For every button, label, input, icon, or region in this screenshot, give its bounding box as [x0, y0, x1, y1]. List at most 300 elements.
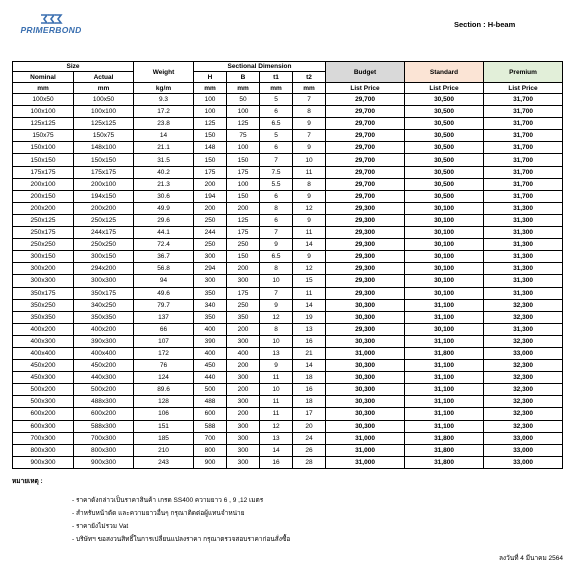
- actual-cell: 900x300: [74, 456, 134, 468]
- t2-cell: 12: [293, 263, 326, 275]
- premium-price-cell: 31,300: [484, 227, 563, 239]
- weight-cell: 72.4: [134, 239, 194, 251]
- weight-cell: 29.6: [134, 214, 194, 226]
- standard-price-cell: 30,100: [405, 287, 484, 299]
- premium-price-cell: 31,700: [484, 178, 563, 190]
- t2-cell: 18: [293, 396, 326, 408]
- budget-price-cell: 29,300: [326, 214, 405, 226]
- budget-header: Budget: [326, 62, 405, 83]
- t2-cell: 18: [293, 372, 326, 384]
- table-row: [13, 202, 563, 214]
- actual-cell: 150x150: [74, 154, 134, 166]
- h-cell: 488: [194, 396, 227, 408]
- nominal-cell: 400x200: [13, 323, 74, 335]
- t2-cell: 10: [293, 154, 326, 166]
- t2-cell: 13: [293, 323, 326, 335]
- b-cell: 300: [227, 396, 260, 408]
- table-row: [13, 360, 563, 372]
- t1-cell: 13: [260, 432, 293, 444]
- actual-cell: 350x350: [74, 311, 134, 323]
- premium-price-cell: 32,300: [484, 420, 563, 432]
- standard-price-cell: 30,500: [405, 190, 484, 202]
- weight-cell: 128: [134, 396, 194, 408]
- nominal-cell: 300x300: [13, 275, 74, 287]
- weight-cell: 21.3: [134, 178, 194, 190]
- t2-cell: 11: [293, 287, 326, 299]
- table-row: [13, 190, 563, 202]
- standard-price-cell: 31,100: [405, 360, 484, 372]
- b-cell: 300: [227, 335, 260, 347]
- actual-cell: 100x50: [74, 94, 134, 106]
- table-row: [13, 372, 563, 384]
- t2-header: t2: [293, 72, 326, 83]
- nominal-cell: 175x175: [13, 166, 74, 178]
- standard-price-cell: 31,100: [405, 372, 484, 384]
- h-cell: 200: [194, 202, 227, 214]
- premium-price-cell: 31,300: [484, 202, 563, 214]
- weight-cell: 40.2: [134, 166, 194, 178]
- t2-cell: 12: [293, 202, 326, 214]
- standard-price-cell: 30,100: [405, 323, 484, 335]
- t2-cell: 17: [293, 408, 326, 420]
- weight-cell: 23.8: [134, 118, 194, 130]
- budget-price-cell: 30,300: [326, 408, 405, 420]
- weight-cell: 44.1: [134, 227, 194, 239]
- budget-price-cell: 29,300: [326, 275, 405, 287]
- b-cell: 100: [227, 178, 260, 190]
- t2-cell: 16: [293, 335, 326, 347]
- t1-cell: 11: [260, 408, 293, 420]
- table-row: [13, 118, 563, 130]
- premium-price-cell: 33,000: [484, 444, 563, 456]
- b-cell: 300: [227, 275, 260, 287]
- nominal-cell: 600x300: [13, 420, 74, 432]
- actual-cell: 500x200: [74, 384, 134, 396]
- notes-section: [12, 476, 290, 546]
- h-cell: 700: [194, 432, 227, 444]
- t1-cell: 10: [260, 384, 293, 396]
- table-row: [13, 106, 563, 118]
- table-row: [13, 384, 563, 396]
- t2-cell: 21: [293, 347, 326, 359]
- table-row: [13, 456, 563, 468]
- standard-price-cell: 31,800: [405, 456, 484, 468]
- budget-price-cell: 29,700: [326, 106, 405, 118]
- actual-header: Actual: [74, 72, 134, 83]
- premium-price-cell: 32,300: [484, 408, 563, 420]
- actual-cell: 250x125: [74, 214, 134, 226]
- actual-cell: 600x200: [74, 408, 134, 420]
- note-item: - บริษัทฯ ขอสงวนสิทธิ์ในการเปลี่ยนแปลงราคา กรุณาตรวจสอบราคาก่อนสั่งซื้อ: [72, 536, 291, 543]
- t2-cell: 7: [293, 130, 326, 142]
- actual-cell: 340x250: [74, 299, 134, 311]
- weight-header: Weight: [134, 62, 194, 83]
- b-cell: 400: [227, 347, 260, 359]
- premium-price-cell: 32,300: [484, 299, 563, 311]
- nominal-cell: 250x250: [13, 239, 74, 251]
- b-cell: 300: [227, 372, 260, 384]
- h-cell: 100: [194, 106, 227, 118]
- nominal-cell: 300x150: [13, 251, 74, 263]
- table-row: [13, 347, 563, 359]
- standard-price-cell: 30,100: [405, 263, 484, 275]
- t2-cell: 9: [293, 142, 326, 154]
- sectional-dimension-header: Sectional Dimension: [194, 62, 326, 72]
- t2-cell: 19: [293, 311, 326, 323]
- premium-price-cell: 32,300: [484, 372, 563, 384]
- h-cell: 390: [194, 335, 227, 347]
- t2-cell: 11: [293, 227, 326, 239]
- b-cell: 300: [227, 420, 260, 432]
- premium-price-cell: 31,700: [484, 154, 563, 166]
- t2-cell: 14: [293, 239, 326, 251]
- price-table: [12, 61, 563, 469]
- premium-price-cell: 31,300: [484, 239, 563, 251]
- table-row: [13, 432, 563, 444]
- table-row: [13, 323, 563, 335]
- h-cell: 340: [194, 299, 227, 311]
- standard-price-cell: 31,800: [405, 432, 484, 444]
- t2-cell: 15: [293, 275, 326, 287]
- premium-price-cell: 31,300: [484, 323, 563, 335]
- premium-price-cell: 32,300: [484, 311, 563, 323]
- b-cell: 175: [227, 287, 260, 299]
- standard-price-cell: 30,100: [405, 275, 484, 287]
- notes-title: หมายเหตุ :: [12, 478, 43, 485]
- actual-cell: 488x300: [74, 396, 134, 408]
- nominal-cell: 900x300: [13, 456, 74, 468]
- actual-cell: 250x250: [74, 239, 134, 251]
- b-cell: 150: [227, 251, 260, 263]
- table-row: [13, 142, 563, 154]
- unit-t2: mm: [293, 83, 326, 94]
- h-cell: 200: [194, 178, 227, 190]
- standard-price-cell: 30,100: [405, 239, 484, 251]
- budget-price-cell: 29,300: [326, 239, 405, 251]
- b-cell: 200: [227, 384, 260, 396]
- weight-cell: 17.2: [134, 106, 194, 118]
- t2-cell: 26: [293, 444, 326, 456]
- h-cell: 150: [194, 130, 227, 142]
- budget-price-cell: 29,700: [326, 178, 405, 190]
- nominal-cell: 150x100: [13, 142, 74, 154]
- h-cell: 148: [194, 142, 227, 154]
- table-row: [13, 263, 563, 275]
- actual-cell: 300x300: [74, 275, 134, 287]
- budget-price-cell: 29,300: [326, 251, 405, 263]
- t1-cell: 5: [260, 130, 293, 142]
- actual-cell: 400x200: [74, 323, 134, 335]
- premium-price-cell: 31,300: [484, 214, 563, 226]
- weight-cell: 30.6: [134, 190, 194, 202]
- table-row: [13, 275, 563, 287]
- b-cell: 250: [227, 299, 260, 311]
- standard-price-cell: 31,100: [405, 335, 484, 347]
- unit-standard: List Price: [405, 83, 484, 94]
- table-row: [13, 444, 563, 456]
- unit-nominal: mm: [13, 83, 74, 94]
- h-cell: 600: [194, 408, 227, 420]
- budget-price-cell: 29,700: [326, 118, 405, 130]
- notes-list: [72, 494, 290, 546]
- budget-price-cell: 30,300: [326, 396, 405, 408]
- b-cell: 150: [227, 190, 260, 202]
- b-cell: 250: [227, 239, 260, 251]
- premium-price-cell: 31,700: [484, 118, 563, 130]
- standard-price-cell: 30,500: [405, 118, 484, 130]
- t2-cell: 14: [293, 299, 326, 311]
- t1-header: t1: [260, 72, 293, 83]
- h-cell: 250: [194, 214, 227, 226]
- table-row: [13, 396, 563, 408]
- budget-price-cell: 30,300: [326, 420, 405, 432]
- h-cell: 150: [194, 154, 227, 166]
- nominal-cell: 600x200: [13, 408, 74, 420]
- weight-cell: 94: [134, 275, 194, 287]
- t1-cell: 5: [260, 94, 293, 106]
- budget-price-cell: 29,700: [326, 190, 405, 202]
- h-cell: 250: [194, 239, 227, 251]
- nominal-cell: 450x300: [13, 372, 74, 384]
- t2-cell: 14: [293, 360, 326, 372]
- weight-cell: 36.7: [134, 251, 194, 263]
- budget-price-cell: 30,300: [326, 335, 405, 347]
- weight-cell: 137: [134, 311, 194, 323]
- weight-cell: 124: [134, 372, 194, 384]
- budget-price-cell: 31,000: [326, 444, 405, 456]
- nominal-cell: 450x200: [13, 360, 74, 372]
- budget-price-cell: 29,300: [326, 263, 405, 275]
- unit-weight: kg/m: [134, 83, 194, 94]
- nominal-cell: 200x150: [13, 190, 74, 202]
- t1-cell: 7: [260, 154, 293, 166]
- weight-cell: 79.7: [134, 299, 194, 311]
- table-row: [13, 311, 563, 323]
- table-row: [13, 166, 563, 178]
- standard-price-cell: 31,800: [405, 347, 484, 359]
- t1-cell: 11: [260, 396, 293, 408]
- effective-date: ลงวันที่ 4 มีนาคม 2564: [498, 555, 563, 562]
- t1-cell: 6: [260, 142, 293, 154]
- weight-cell: 76: [134, 360, 194, 372]
- table-row: [13, 239, 563, 251]
- actual-cell: 200x200: [74, 202, 134, 214]
- t1-cell: 10: [260, 335, 293, 347]
- h-header: H: [194, 72, 227, 83]
- t1-cell: 7.5: [260, 166, 293, 178]
- table-row: [13, 299, 563, 311]
- h-cell: 100: [194, 94, 227, 106]
- standard-price-cell: 30,500: [405, 166, 484, 178]
- h-cell: 400: [194, 347, 227, 359]
- premium-price-cell: 33,000: [484, 456, 563, 468]
- budget-price-cell: 31,000: [326, 456, 405, 468]
- actual-cell: 350x175: [74, 287, 134, 299]
- budget-price-cell: 30,300: [326, 311, 405, 323]
- table-row: [13, 178, 563, 190]
- actual-cell: 148x100: [74, 142, 134, 154]
- t2-cell: 9: [293, 251, 326, 263]
- budget-price-cell: 29,700: [326, 154, 405, 166]
- actual-cell: 450x200: [74, 360, 134, 372]
- weight-cell: 89.6: [134, 384, 194, 396]
- b-cell: 200: [227, 202, 260, 214]
- standard-price-cell: 31,100: [405, 420, 484, 432]
- table-row: [13, 420, 563, 432]
- budget-price-cell: 29,300: [326, 287, 405, 299]
- weight-cell: 21.1: [134, 142, 194, 154]
- b-cell: 125: [227, 118, 260, 130]
- unit-budget: List Price: [326, 83, 405, 94]
- price-table-body: [13, 94, 563, 469]
- table-row: [13, 130, 563, 142]
- h-cell: 300: [194, 275, 227, 287]
- premium-price-cell: 31,700: [484, 142, 563, 154]
- nominal-cell: 800x300: [13, 444, 74, 456]
- t1-cell: 9: [260, 360, 293, 372]
- h-cell: 588: [194, 420, 227, 432]
- t2-cell: 11: [293, 166, 326, 178]
- b-cell: 125: [227, 214, 260, 226]
- b-cell: 175: [227, 166, 260, 178]
- t2-cell: 7: [293, 94, 326, 106]
- premium-price-cell: 31,300: [484, 263, 563, 275]
- weight-cell: 185: [134, 432, 194, 444]
- nominal-cell: 125x125: [13, 118, 74, 130]
- note-item: - ราคายังไม่รวม Vat: [72, 523, 129, 530]
- h-cell: 300: [194, 251, 227, 263]
- h-cell: 440: [194, 372, 227, 384]
- b-cell: 50: [227, 94, 260, 106]
- b-cell: 200: [227, 323, 260, 335]
- premium-price-cell: 31,700: [484, 94, 563, 106]
- t1-cell: 12: [260, 311, 293, 323]
- nominal-cell: 200x100: [13, 178, 74, 190]
- nominal-cell: 400x300: [13, 335, 74, 347]
- h-cell: 800: [194, 444, 227, 456]
- b-cell: 200: [227, 360, 260, 372]
- t1-cell: 6: [260, 190, 293, 202]
- standard-price-cell: 30,100: [405, 202, 484, 214]
- actual-cell: 294x200: [74, 263, 134, 275]
- t2-cell: 20: [293, 420, 326, 432]
- budget-price-cell: 29,700: [326, 94, 405, 106]
- actual-cell: 300x150: [74, 251, 134, 263]
- nominal-cell: 500x300: [13, 396, 74, 408]
- budget-price-cell: 31,000: [326, 432, 405, 444]
- standard-price-cell: 30,100: [405, 251, 484, 263]
- nominal-cell: 100x50: [13, 94, 74, 106]
- t1-cell: 8: [260, 323, 293, 335]
- b-cell: 350: [227, 311, 260, 323]
- b-cell: 300: [227, 456, 260, 468]
- h-cell: 244: [194, 227, 227, 239]
- unit-t1: mm: [260, 83, 293, 94]
- nominal-cell: 200x200: [13, 202, 74, 214]
- t1-cell: 11: [260, 372, 293, 384]
- nominal-cell: 250x125: [13, 214, 74, 226]
- standard-price-cell: 30,500: [405, 178, 484, 190]
- budget-price-cell: 29,700: [326, 142, 405, 154]
- brand-logo: [16, 12, 86, 48]
- weight-cell: 172: [134, 347, 194, 359]
- nominal-cell: 350x175: [13, 287, 74, 299]
- weight-cell: 243: [134, 456, 194, 468]
- actual-cell: 400x400: [74, 347, 134, 359]
- budget-price-cell: 29,300: [326, 227, 405, 239]
- premium-price-cell: 32,300: [484, 384, 563, 396]
- t1-cell: 13: [260, 347, 293, 359]
- actual-cell: 150x75: [74, 130, 134, 142]
- actual-cell: 700x300: [74, 432, 134, 444]
- premium-price-cell: 31,700: [484, 190, 563, 202]
- table-row: [13, 335, 563, 347]
- b-cell: 100: [227, 142, 260, 154]
- budget-price-cell: 30,300: [326, 360, 405, 372]
- nominal-cell: 400x400: [13, 347, 74, 359]
- t2-cell: 9: [293, 190, 326, 202]
- h-cell: 500: [194, 384, 227, 396]
- h-cell: 175: [194, 166, 227, 178]
- t1-cell: 10: [260, 275, 293, 287]
- t2-cell: 8: [293, 178, 326, 190]
- t2-cell: 24: [293, 432, 326, 444]
- budget-price-cell: 29,300: [326, 323, 405, 335]
- premium-price-cell: 32,300: [484, 396, 563, 408]
- actual-cell: 125x125: [74, 118, 134, 130]
- h-cell: 350: [194, 311, 227, 323]
- standard-price-cell: 30,500: [405, 154, 484, 166]
- premium-price-cell: 31,700: [484, 106, 563, 118]
- b-cell: 200: [227, 408, 260, 420]
- t1-cell: 8: [260, 263, 293, 275]
- table-row: [13, 214, 563, 226]
- h-cell: 194: [194, 190, 227, 202]
- unit-h: mm: [194, 83, 227, 94]
- h-cell: 450: [194, 360, 227, 372]
- budget-price-cell: 29,300: [326, 202, 405, 214]
- t1-cell: 6.5: [260, 251, 293, 263]
- t1-cell: 9: [260, 239, 293, 251]
- premium-price-cell: 33,000: [484, 347, 563, 359]
- table-row: [13, 408, 563, 420]
- h-cell: 900: [194, 456, 227, 468]
- note-item: - สำหรับหน้าตัด และความยาวอื่นๆ กรุณาติดต่อผู้แทนจำหน่าย: [72, 510, 245, 517]
- nominal-cell: 150x75: [13, 130, 74, 142]
- t1-cell: 8: [260, 202, 293, 214]
- h-cell: 400: [194, 323, 227, 335]
- nominal-cell: 500x200: [13, 384, 74, 396]
- table-row: [13, 251, 563, 263]
- weight-cell: 56.8: [134, 263, 194, 275]
- b-header: B: [227, 72, 260, 83]
- standard-price-cell: 30,100: [405, 214, 484, 226]
- t1-cell: 6: [260, 106, 293, 118]
- primerbond-logo-icon: [38, 12, 64, 26]
- nominal-cell: 150x150: [13, 154, 74, 166]
- budget-price-cell: 30,300: [326, 299, 405, 311]
- premium-price-cell: 33,000: [484, 432, 563, 444]
- standard-price-cell: 31,100: [405, 384, 484, 396]
- standard-price-cell: 31,100: [405, 299, 484, 311]
- t1-cell: 9: [260, 299, 293, 311]
- actual-cell: 800x300: [74, 444, 134, 456]
- standard-price-cell: 31,800: [405, 444, 484, 456]
- nominal-cell: 250x175: [13, 227, 74, 239]
- standard-header: Standard: [405, 62, 484, 83]
- premium-header: Premium: [484, 62, 563, 83]
- premium-price-cell: 31,700: [484, 166, 563, 178]
